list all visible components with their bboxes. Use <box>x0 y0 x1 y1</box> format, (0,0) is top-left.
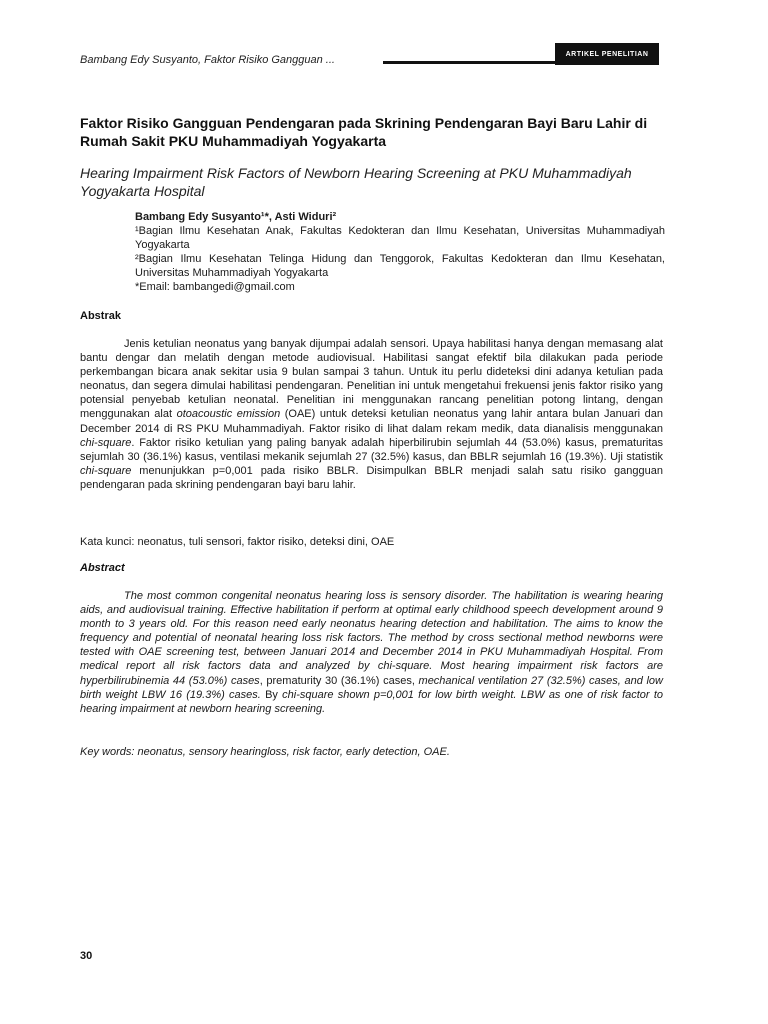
running-head: Bambang Edy Susyanto, Faktor Risiko Gangguan ... <box>80 54 335 66</box>
abstrak-text-1: Jenis ketulian neonatus yang banyak dijumpai adalah sensori. Upaya habilitasi hanya dengan memasang alat bantu dengar dan melatih dengan metode audiovisual. Habilitasi sangat efektif bila dilakukan pada periode perkembangan bicara anak sekitar usia 9 bulan sampai 3 tahun. Untuk itu perlu dideteksi dini adanya ketulian pada neonatus, dan segera dimulai habilitasi pendengaran. Penelitian ini untuk mengetahui frekuensi jenis faktor risiko yang potensial penyebab ketulian neonatal. Penelitian ini menggunakan rancang penelitian potong lintang, dengan menggunakan alat <box>80 338 663 421</box>
abstract-text-1: The most common congenital neonatus hearing loss is sensory disorder. The habilitation is wearing hearing aids, and audiovisual training. Effective habilitation if perform at optimal early childhood speech development around 9 month to 3 years old. For this reason need early neonatus hearing detection and habilitation. The aims to know the frequency and potential of neonatal hearing loss risk factors. The method by cross sectional method newborns were tested with OAE screening test, between Januari 2014 and December 2014 in PKU Muhammadiyah Hospital. From medical report all risk factors data and analyzed by chi-square. Most hearing impairment risk factors are hyperbilirubinemia 44 (53.0%) cases <box>80 590 663 687</box>
oae-term: otoacoustic emission <box>176 408 281 421</box>
article-title-english: Hearing Impairment Risk Factors of Newborn Hearing Screening at PKU Muhammadiyah Yogyakarta Hospital <box>80 165 632 199</box>
author-block <box>135 210 665 294</box>
abstrak-text-3: . Faktor risiko ketulian yang paling banyak adalah hiperbilirubin sejumlah 44 (53.0%) kasus, prematuritas sejumlah 30 (36.1%) kasus, ventilasi mekanik sejumlah 27 (32.5%) kasus, dan BBLR sejumlah 16 (19.3%). Uji statistik <box>80 436 663 463</box>
author-email: *Email: bambangedi@gmail.com <box>135 281 295 293</box>
abstract-text-2: , prematurity 30 (36.1%) cases, <box>259 674 419 687</box>
author-names: Bambang Edy Susyanto¹*, Asti Widuri² <box>135 211 337 223</box>
article-title-indonesian: Faktor Risiko Gangguan Pendengaran pada Skrining Pendengaran Bayi Baru Lahir di Rumah Sakit PKU Muhammadiyah Yogyakarta <box>80 115 648 149</box>
abstrak-text-4: menunjukkan p=0,001 pada risiko BBLR. Disimpulkan BBLR menjadi salah satu risiko gangguan pendengaran pada skrining pendengaran bayi baru lahir. <box>80 464 663 491</box>
abstract-heading: Abstract <box>80 562 125 574</box>
key-words: Key words: neonatus, sensory hearingloss, risk factor, early detection, OAE. <box>80 746 450 758</box>
abstrak-heading: Abstrak <box>80 310 121 322</box>
abstract-text-3: mechanical ventilation 27 (32.5%) cases, and low birth weight LBW 16 (19.3%) cases. <box>80 674 663 701</box>
chi-square-term: chi-square <box>80 436 132 449</box>
abstrak-text-2: (OAE) untuk deteksi ketulian neonatus yang lahir antara bulan Januari dan December 2014 di RS PKU Muhammadiyah. Faktor risiko di lihat dalam rekam medik, data dianalisis menggunakan <box>80 408 663 435</box>
page-number: 30 <box>80 950 93 962</box>
abstract-body <box>80 589 663 716</box>
abstrak-body <box>80 337 663 492</box>
affiliation-2: ²Bagian Ilmu Kesehatan Telinga Hidung dan Tenggorok, Fakultas Kedokteran dan Ilmu Kesehatan, Universitas Muhammadiyah Yogyakarta <box>135 253 665 279</box>
affiliation-1: ¹Bagian Ilmu Kesehatan Anak, Fakultas Kedokteran dan Ilmu Kesehatan, Universitas Muhammadiyah Yogyakarta <box>135 225 665 251</box>
chi-square-term-2: chi-square <box>80 464 132 477</box>
header-rule <box>383 61 559 64</box>
abstract-text-4: By <box>260 688 283 701</box>
kata-kunci: Kata kunci: neonatus, tuli sensori, faktor risiko, deteksi dini, OAE <box>80 536 395 548</box>
abstract-text-5: chi-square shown p=0,001 for low birth weight. LBW as one of risk factor to hearing impairment at newborn hearing screening. <box>80 688 664 715</box>
section-tag: ARTIKEL PENELITIAN <box>555 43 659 65</box>
